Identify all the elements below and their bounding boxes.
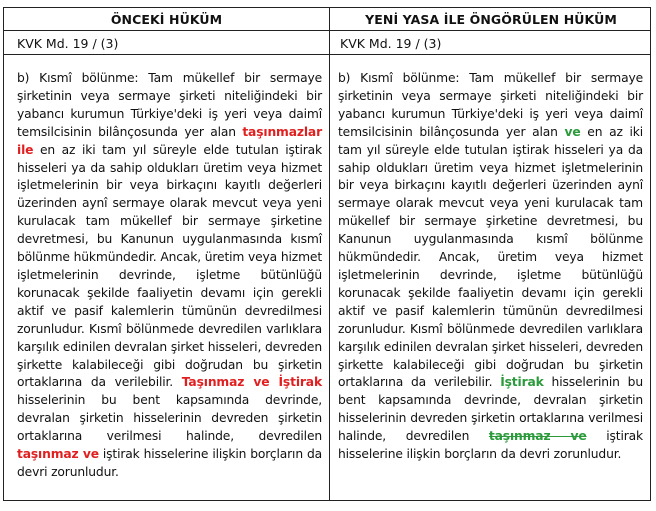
header-divider bbox=[4, 30, 650, 31]
text-segment: en az iki tam yıl süreyle elde tutulan iştirak hisseleri ya da sahip oldukları üretim veya hizmet işletmelerinin bir veya birkaçını kayıtlı değerleri üzerinden aynî sermaye olarak mevcut veya yeni kurulacak tam mükellef bir sermaye şirketine devretmesi, bu Kanunun uygulanmasında kısmî bölünme hükmündedir. Ancak, üretim veya hizmet işletmelerinin devrinde, işletme bütünlüğü korunacak şekilde faaliyetin devamı için gerekli aktif ve pasif kalemlerin tümünün devredilmesi zorunludur. Kısmî bölünmede devredilen varlıklara karşılık edinilen devralan şirket hisseleri, devreden şirkette kalabileceği gibi doğrudan bu şirketin ortaklarına da verilebilir. bbox=[338, 124, 643, 390]
new-provision-text bbox=[338, 70, 643, 464]
removed-phrase: Taşınmaz ve İştirak bbox=[181, 375, 322, 390]
text-segment: b) Kısmî bölünme: Tam mükellef bir sermaye şirketinin veya sermaye şirketi niteliğindeki bir yabancı kurumun Türkiye'deki iş yeri veya daimî temsilcisinin bilânçosunda yer alan bbox=[17, 71, 322, 139]
text-segment: en az iki tam yıl süreyle elde tutulan iştirak hisseleri ya da sahip oldukları üretim veya hizmet işletmelerinin bir veya birkaçını kayıtlı değerleri üzerinden aynî sermaye olarak mevcut veya yeni kurulacak tam mükellef bir sermaye şirketine devretmesi, bu Kanunun uygulanmasında kısmî bölünme hükmündedir. Ancak, üretim veya hizmet işletmelerinin devrinde, işletme bütünlüğü korunacak şekilde faaliyetin devamı için gerekli aktif ve pasif kalemlerin tümünün devredilmesi zorunludur. Kısmî bölünmede devredilen varlıklara karşılık edinilen devralan şirket hisseleri, devreden şirkette kalabileceği gibi doğrudan bu şirketin ortaklarına da verilebilir. bbox=[17, 142, 322, 390]
removed-phrase: taşınmazlar ile bbox=[17, 124, 322, 157]
added-phrase: İştirak bbox=[500, 375, 544, 390]
comparison-table bbox=[3, 7, 651, 501]
text-segment: iştirak hisselerine ilişkin borçların da devri zorunludur. bbox=[17, 447, 322, 479]
previous-provision-header: ÖNCEKİ HÜKÜM bbox=[110, 12, 223, 27]
column-divider bbox=[329, 8, 330, 500]
previous-provision-text bbox=[17, 70, 322, 482]
struck-phrase: taşınmaz ve bbox=[488, 429, 587, 444]
new-provision-header: YENİ YASA İLE ÖNGÖRÜLEN HÜKÜM bbox=[365, 12, 617, 27]
previous-article-reference: KVK Md. 19 / (3) bbox=[17, 36, 119, 51]
reference-divider bbox=[4, 54, 650, 55]
text-segment: hisselerinin bu bent kapsamında devrinde, devralan şirketin hisselerinin devreden şirketin ortaklarına verilmesi halinde, devredilen bbox=[338, 375, 643, 444]
text-segment: b) Kısmî bölünme: Tam mükellef bir sermaye şirketinin veya sermaye şirketi niteliğindeki bir yabancı kurumun Türkiye'deki iş yeri veya daimî temsilcisinin bilânçosunda yer alan bbox=[338, 71, 643, 139]
text-segment: hisselerinin bu bent kapsamında devrinde, devralan şirketin hisselerinin devreden şirketin ortaklarına verilmesi halinde, devredilen bbox=[17, 393, 322, 444]
added-phrase: ve bbox=[564, 124, 581, 139]
new-article-reference: KVK Md. 19 / (3) bbox=[340, 36, 442, 51]
text-segment: iştirak hisselerine ilişkin borçların da devri zorunludur. bbox=[338, 429, 643, 462]
removed-phrase: taşınmaz ve bbox=[17, 447, 99, 462]
